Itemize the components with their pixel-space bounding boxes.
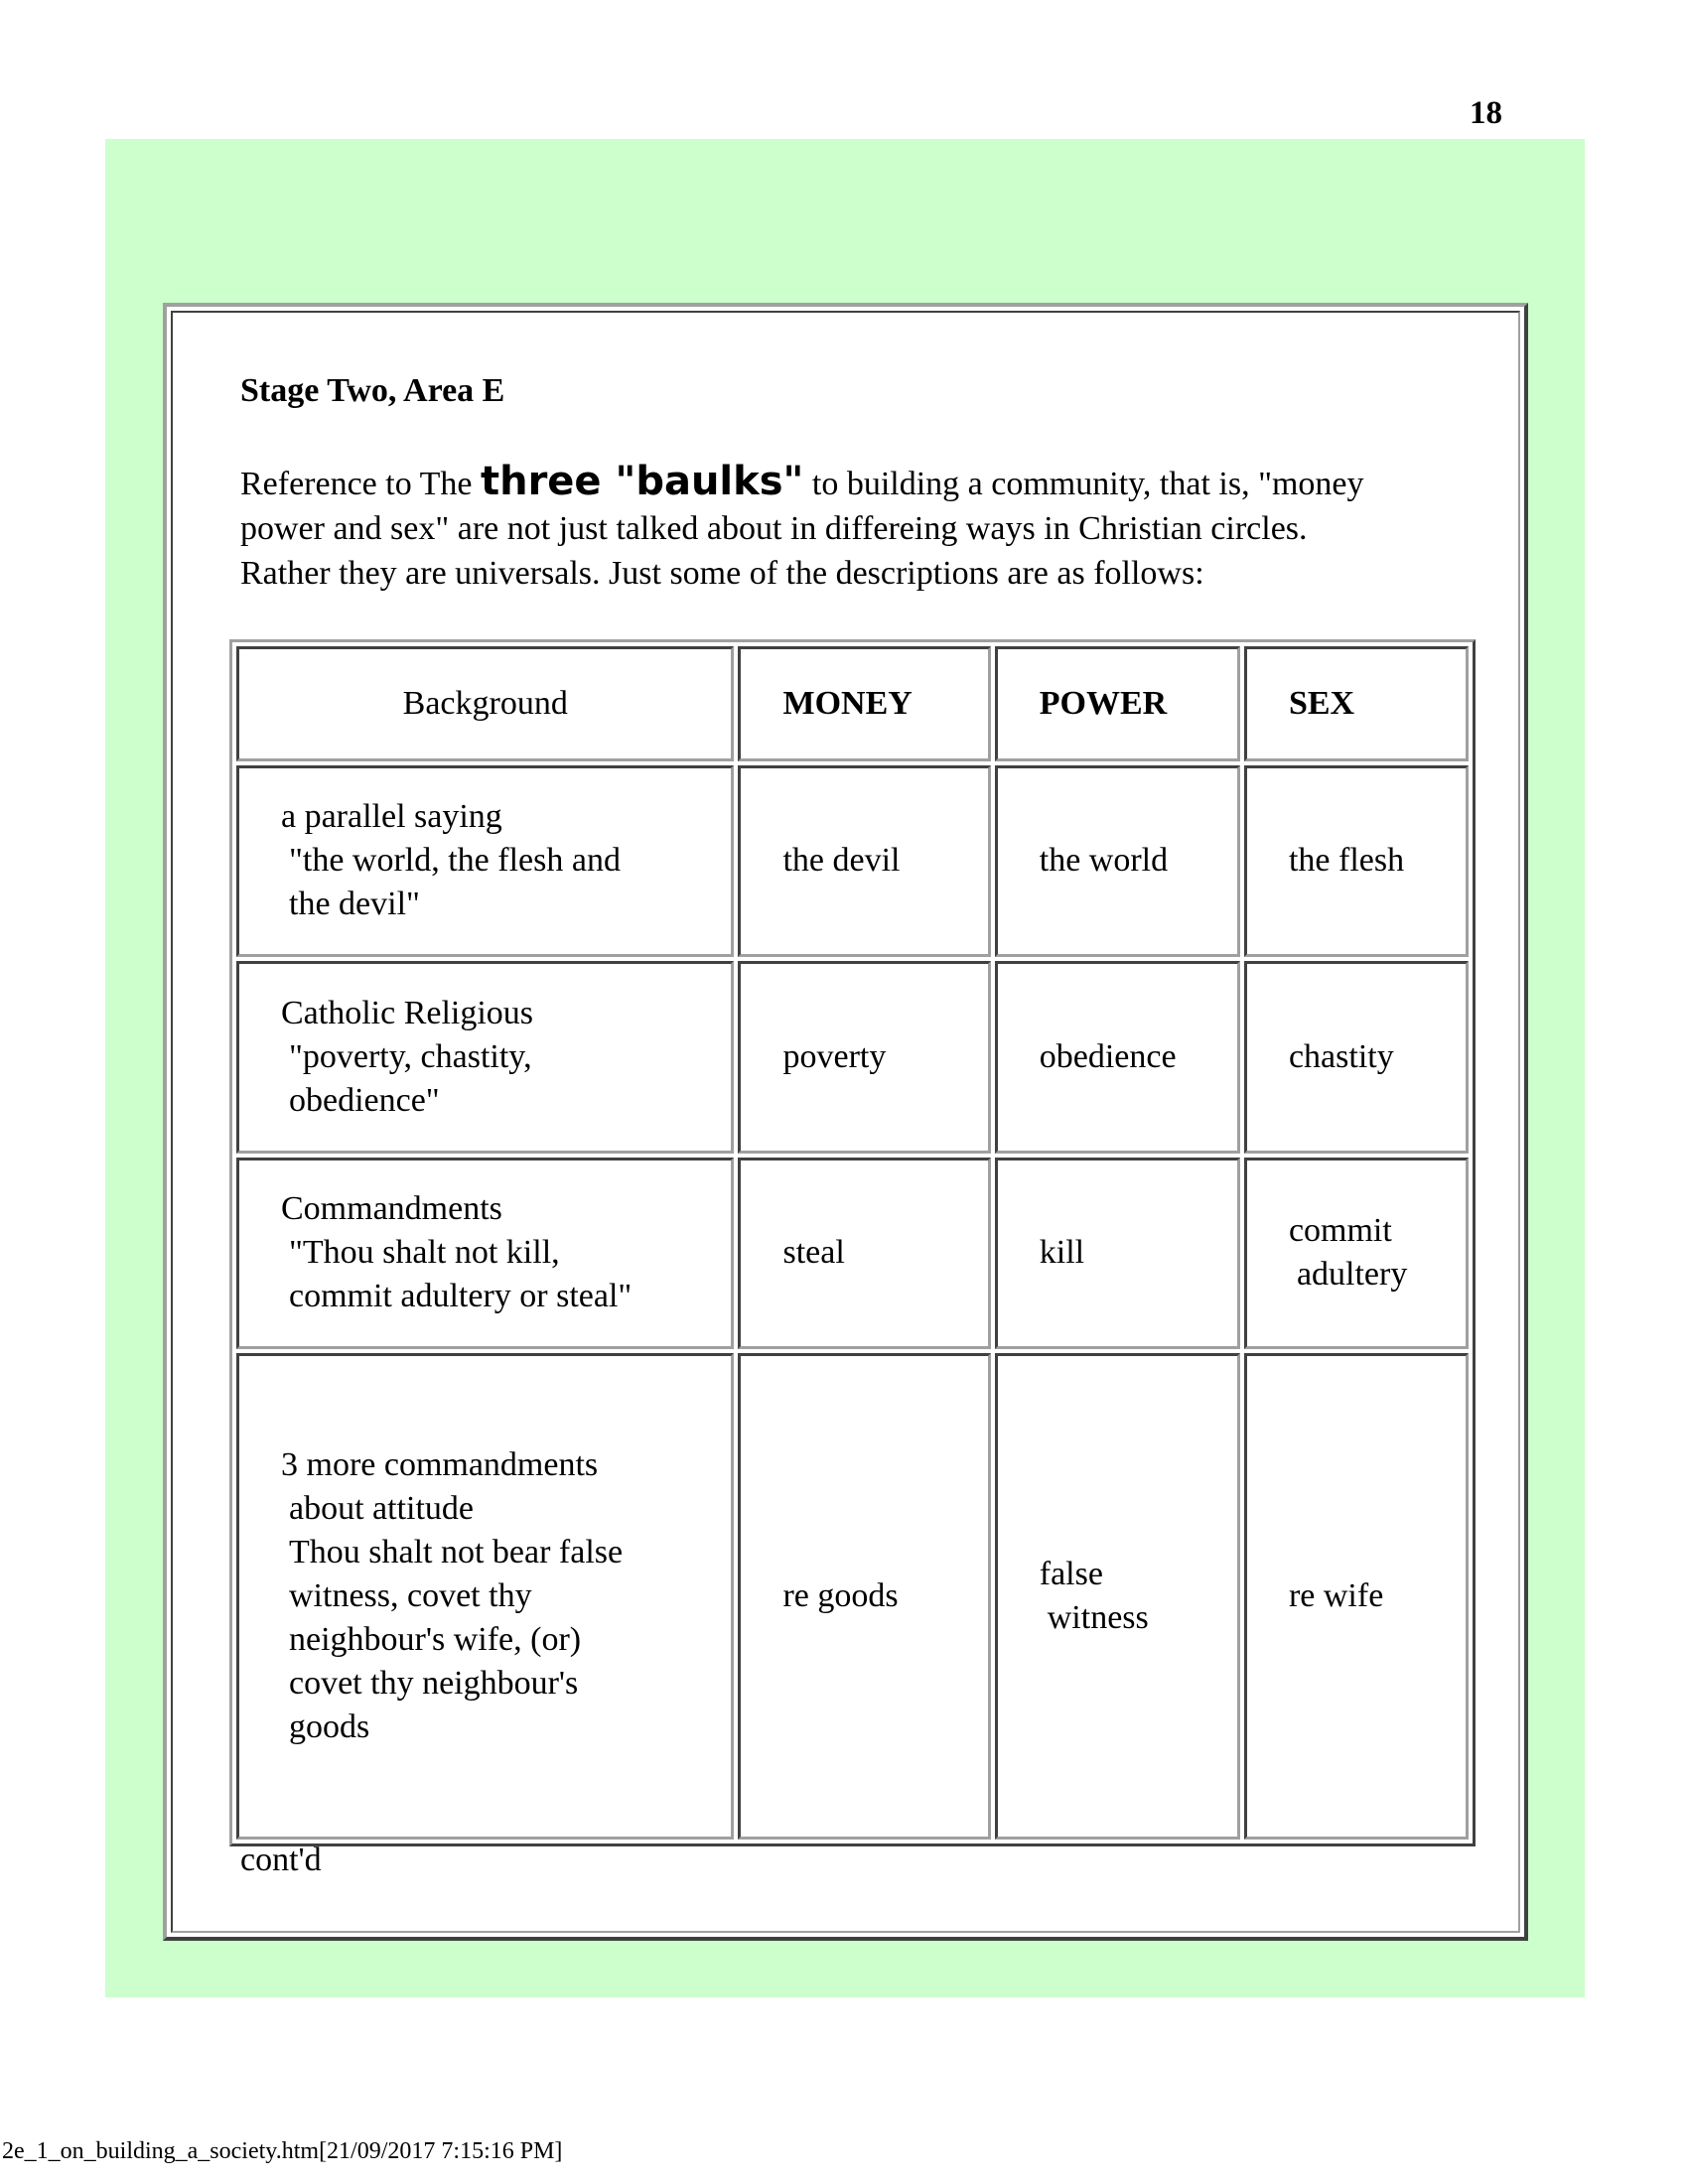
cell-line: false (1039, 1555, 1103, 1592)
intro-before: Reference to The (240, 466, 481, 502)
header-power: POWER (995, 646, 1240, 761)
continued-note: cont'd (240, 1842, 322, 1878)
header-money: MONEY (738, 646, 990, 761)
background-cell (236, 1158, 734, 1349)
cell-line: covet thy neighbour's (289, 1664, 579, 1702)
intro-line1-after: to building a community, that is, "money (803, 466, 1364, 502)
cell-line: witness (1047, 1598, 1149, 1636)
page-footer: 2e_1_on_building_a_society.htm[21/09/2017 7:15:16 PM] (2, 2138, 563, 2164)
sex-cell (1244, 765, 1469, 957)
power-cell (995, 961, 1240, 1153)
cell-line: a parallel saying (281, 798, 502, 836)
page-number: 18 (1470, 95, 1502, 131)
cell-line: the devil" (289, 886, 420, 923)
intro-paragraph (240, 460, 1462, 596)
section-heading: Stage Two, Area E (240, 372, 505, 409)
cell-line: the flesh (1288, 842, 1405, 880)
table-row (236, 765, 1469, 957)
baulks-table-wrapper (229, 639, 1476, 1846)
cell-line: adultery (1296, 1256, 1408, 1294)
cell-line: chastity (1288, 1037, 1394, 1075)
cell-line: Catholic Religious (281, 994, 534, 1031)
cell-line: neighbour's wife, (or) (289, 1620, 582, 1658)
cell-line: goods (289, 1707, 370, 1745)
money-cell (738, 765, 990, 957)
cell-line: the world (1039, 842, 1169, 880)
cell-line: kill (1039, 1234, 1085, 1272)
background-cell (236, 961, 734, 1153)
money-cell (738, 1158, 990, 1349)
cell-line: Thou shalt not bear false (289, 1533, 624, 1570)
content-frame-inner (171, 311, 1520, 1933)
cell-line: witness, covet thy (289, 1576, 532, 1614)
cell-line: "poverty, chastity, (289, 1037, 532, 1075)
cell-line: about attitude (289, 1489, 475, 1527)
power-cell (995, 765, 1240, 957)
cell-line: obedience" (289, 1081, 440, 1119)
table-row (236, 1353, 1469, 1840)
cell-line: steal (782, 1234, 845, 1272)
table-row (236, 1158, 1469, 1349)
sex-cell (1244, 1158, 1469, 1349)
intro-line2: power and sex" are not just talked about in differeing ways in Christian circles. (240, 510, 1308, 547)
cell-line: re goods (782, 1576, 899, 1614)
cell-line: commit (1288, 1212, 1392, 1250)
baulks-table (232, 642, 1473, 1843)
header-sex: SEX (1244, 646, 1469, 761)
intro-line3: Rather they are universals. Just some of the descriptions are as follows: (240, 555, 1204, 592)
cell-line: obedience (1039, 1037, 1177, 1075)
table-row (236, 961, 1469, 1153)
cell-line: the devil (782, 842, 901, 880)
intro-emphasis: three "baulks" (480, 459, 804, 504)
money-cell (738, 961, 990, 1153)
sex-cell (1244, 1353, 1469, 1840)
cell-line: Commandments (281, 1190, 502, 1228)
table-header-row (236, 646, 1469, 761)
cell-line: "the world, the flesh and (289, 842, 621, 880)
cell-line: "Thou shalt not kill, (289, 1234, 560, 1272)
cell-line: 3 more commandments (281, 1445, 599, 1483)
cell-line: commit adultery or steal" (289, 1278, 633, 1315)
background-cell (236, 765, 734, 957)
power-cell (995, 1158, 1240, 1349)
cell-line: poverty (782, 1037, 887, 1075)
sex-cell (1244, 961, 1469, 1153)
header-background: Background (236, 646, 734, 761)
money-cell (738, 1353, 990, 1840)
power-cell (995, 1353, 1240, 1840)
content-frame (163, 303, 1528, 1941)
cell-line: re wife (1288, 1576, 1384, 1614)
background-cell (236, 1353, 734, 1840)
